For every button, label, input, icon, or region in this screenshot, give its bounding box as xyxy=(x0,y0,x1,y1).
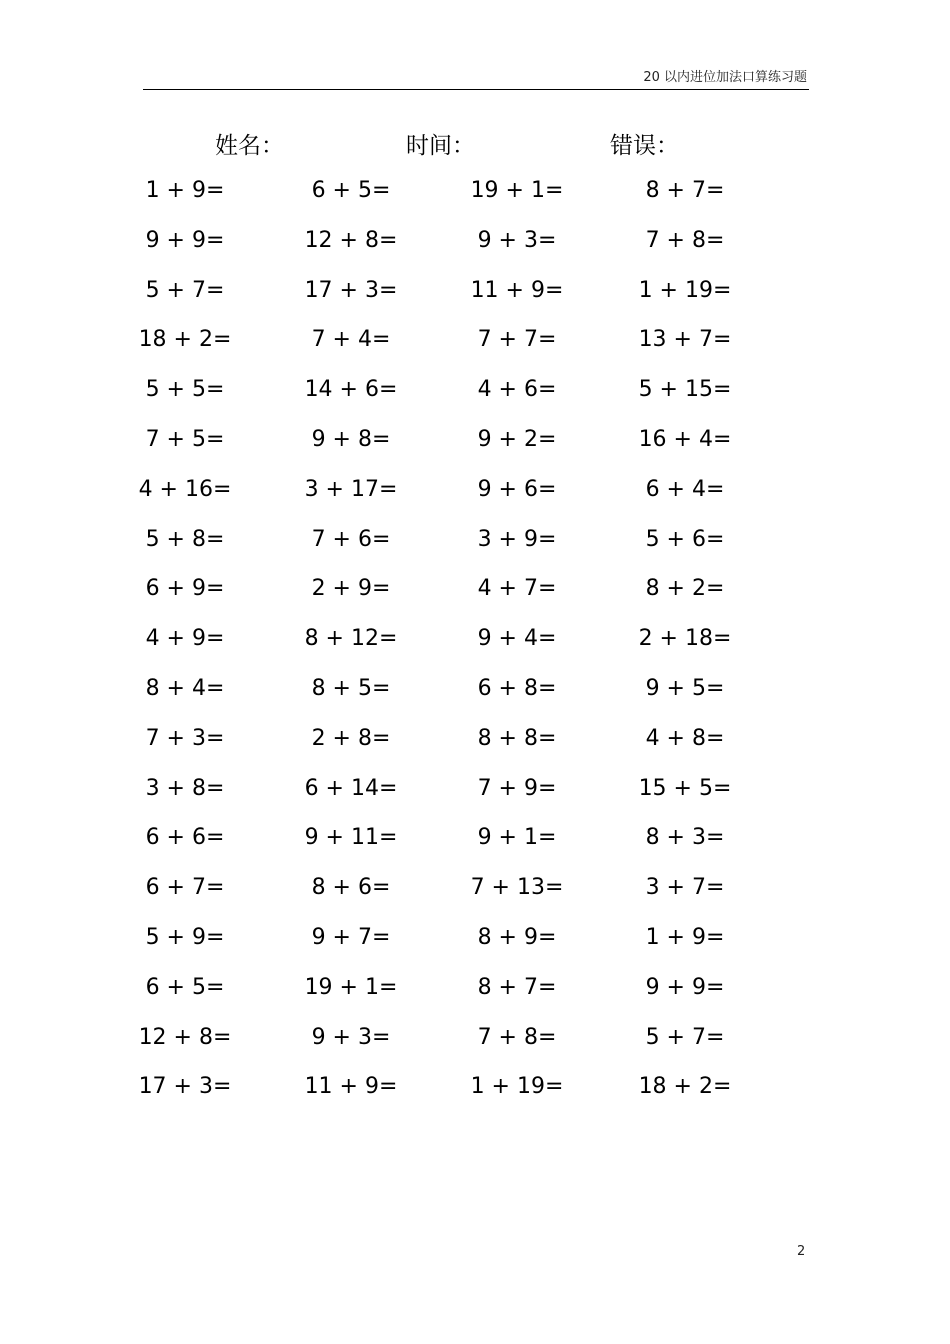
problem-r18-c3: 7 + 8= xyxy=(477,1024,557,1050)
problem-r2-c4: 7 + 8= xyxy=(645,227,725,253)
problem-r1-c3: 19 + 1= xyxy=(470,178,564,203)
problem-r11-c4: 9 + 5= xyxy=(645,676,725,701)
problem-r14-c4: 8 + 3= xyxy=(645,825,725,851)
problem-r6-c4: 16 + 4= xyxy=(638,427,732,452)
problem-r19-c2: 11 + 9= xyxy=(304,1074,398,1100)
problem-r11-c1: 8 + 4= xyxy=(145,676,225,701)
problem-r5-c2: 14 + 6= xyxy=(304,377,398,403)
problem-r7-c2: 3 + 17= xyxy=(304,476,398,502)
problem-r14-c2: 9 + 11= xyxy=(304,825,398,851)
problem-r9-c3: 4 + 7= xyxy=(477,576,557,602)
problem-r15-c1: 6 + 7= xyxy=(145,875,225,901)
problem-r18-c2: 9 + 3= xyxy=(311,1024,391,1050)
problem-r10-c2: 8 + 12= xyxy=(304,626,398,652)
problem-r18-c4: 5 + 7= xyxy=(645,1024,725,1050)
problem-r10-c4: 2 + 18= xyxy=(638,626,732,652)
problem-r14-c1: 6 + 6= xyxy=(145,825,225,851)
problem-r18-c1: 12 + 8= xyxy=(138,1024,232,1050)
problem-r10-c3: 9 + 4= xyxy=(477,626,557,652)
problem-r8-c2: 7 + 6= xyxy=(311,526,391,552)
problem-r11-c3: 6 + 8= xyxy=(477,676,557,701)
problem-r19-c1: 17 + 3= xyxy=(138,1074,232,1100)
problem-r8-c1: 5 + 8= xyxy=(145,526,225,552)
problem-r16-c3: 8 + 9= xyxy=(477,925,557,950)
running-header-title: 20 以内进位加法口算练习题 xyxy=(643,70,807,85)
problem-r8-c4: 5 + 6= xyxy=(645,526,725,552)
name-label: 姓名： xyxy=(215,133,284,159)
problem-r15-c4: 3 + 7= xyxy=(645,875,725,901)
problem-r16-c1: 5 + 9= xyxy=(145,925,225,950)
problem-r4-c4: 13 + 7= xyxy=(638,327,732,353)
problem-r1-c1: 1 + 9= xyxy=(145,178,225,203)
problem-r8-c3: 3 + 9= xyxy=(477,526,557,552)
problem-r13-c3: 7 + 9= xyxy=(477,775,557,801)
problem-r7-c4: 6 + 4= xyxy=(645,476,725,502)
problem-r12-c3: 8 + 8= xyxy=(477,725,557,751)
problem-r5-c3: 4 + 6= xyxy=(477,377,557,403)
problem-r16-c2: 9 + 7= xyxy=(311,925,391,950)
problem-r19-c3: 1 + 19= xyxy=(470,1074,564,1100)
problem-r13-c4: 15 + 5= xyxy=(638,775,732,801)
problem-r13-c2: 6 + 14= xyxy=(304,775,398,801)
problem-r17-c4: 9 + 9= xyxy=(645,974,725,1000)
problem-r7-c1: 4 + 16= xyxy=(138,476,232,502)
problem-r4-c1: 18 + 2= xyxy=(138,327,232,353)
problem-r9-c4: 8 + 2= xyxy=(645,576,725,602)
problem-r6-c1: 7 + 5= xyxy=(145,427,225,452)
problem-r7-c3: 9 + 6= xyxy=(477,476,557,502)
problem-r17-c3: 8 + 7= xyxy=(477,974,557,1000)
problem-r3-c4: 1 + 19= xyxy=(638,277,732,303)
problem-r12-c2: 2 + 8= xyxy=(311,725,391,751)
problem-r3-c1: 5 + 7= xyxy=(145,277,225,303)
problem-r13-c1: 3 + 8= xyxy=(145,775,225,801)
problem-r19-c4: 18 + 2= xyxy=(638,1074,732,1100)
problem-r3-c3: 11 + 9= xyxy=(470,277,564,303)
problem-r15-c2: 8 + 6= xyxy=(311,875,391,901)
problem-r4-c3: 7 + 7= xyxy=(477,327,557,353)
problem-r4-c2: 7 + 4= xyxy=(311,327,391,353)
problem-r3-c2: 17 + 3= xyxy=(304,277,398,303)
problem-r12-c1: 7 + 3= xyxy=(145,725,225,751)
errors-label: 错误： xyxy=(610,133,679,159)
problem-r9-c2: 2 + 9= xyxy=(311,576,391,602)
problem-r6-c2: 9 + 8= xyxy=(311,427,391,452)
problem-r12-c4: 4 + 8= xyxy=(645,725,725,751)
problem-r17-c1: 6 + 5= xyxy=(145,974,225,1000)
problem-r2-c3: 9 + 3= xyxy=(477,227,557,253)
problem-r9-c1: 6 + 9= xyxy=(145,576,225,602)
problem-r1-c2: 6 + 5= xyxy=(311,178,391,203)
problem-r11-c2: 8 + 5= xyxy=(311,676,391,701)
problem-r5-c1: 5 + 5= xyxy=(145,377,225,403)
problem-r15-c3: 7 + 13= xyxy=(470,875,564,901)
problem-r6-c3: 9 + 2= xyxy=(477,427,557,452)
problem-r1-c4: 8 + 7= xyxy=(645,178,725,203)
problem-r10-c1: 4 + 9= xyxy=(145,626,225,652)
problem-r2-c1: 9 + 9= xyxy=(145,227,225,253)
header-rule xyxy=(143,89,809,90)
problem-r14-c3: 9 + 1= xyxy=(477,825,557,851)
time-label: 时间： xyxy=(406,133,475,159)
problem-r5-c4: 5 + 15= xyxy=(638,377,732,403)
problem-r16-c4: 1 + 9= xyxy=(645,925,725,950)
page-number: 2 xyxy=(797,1244,806,1259)
problem-r2-c2: 12 + 8= xyxy=(304,227,398,253)
problem-r17-c2: 19 + 1= xyxy=(304,974,398,1000)
